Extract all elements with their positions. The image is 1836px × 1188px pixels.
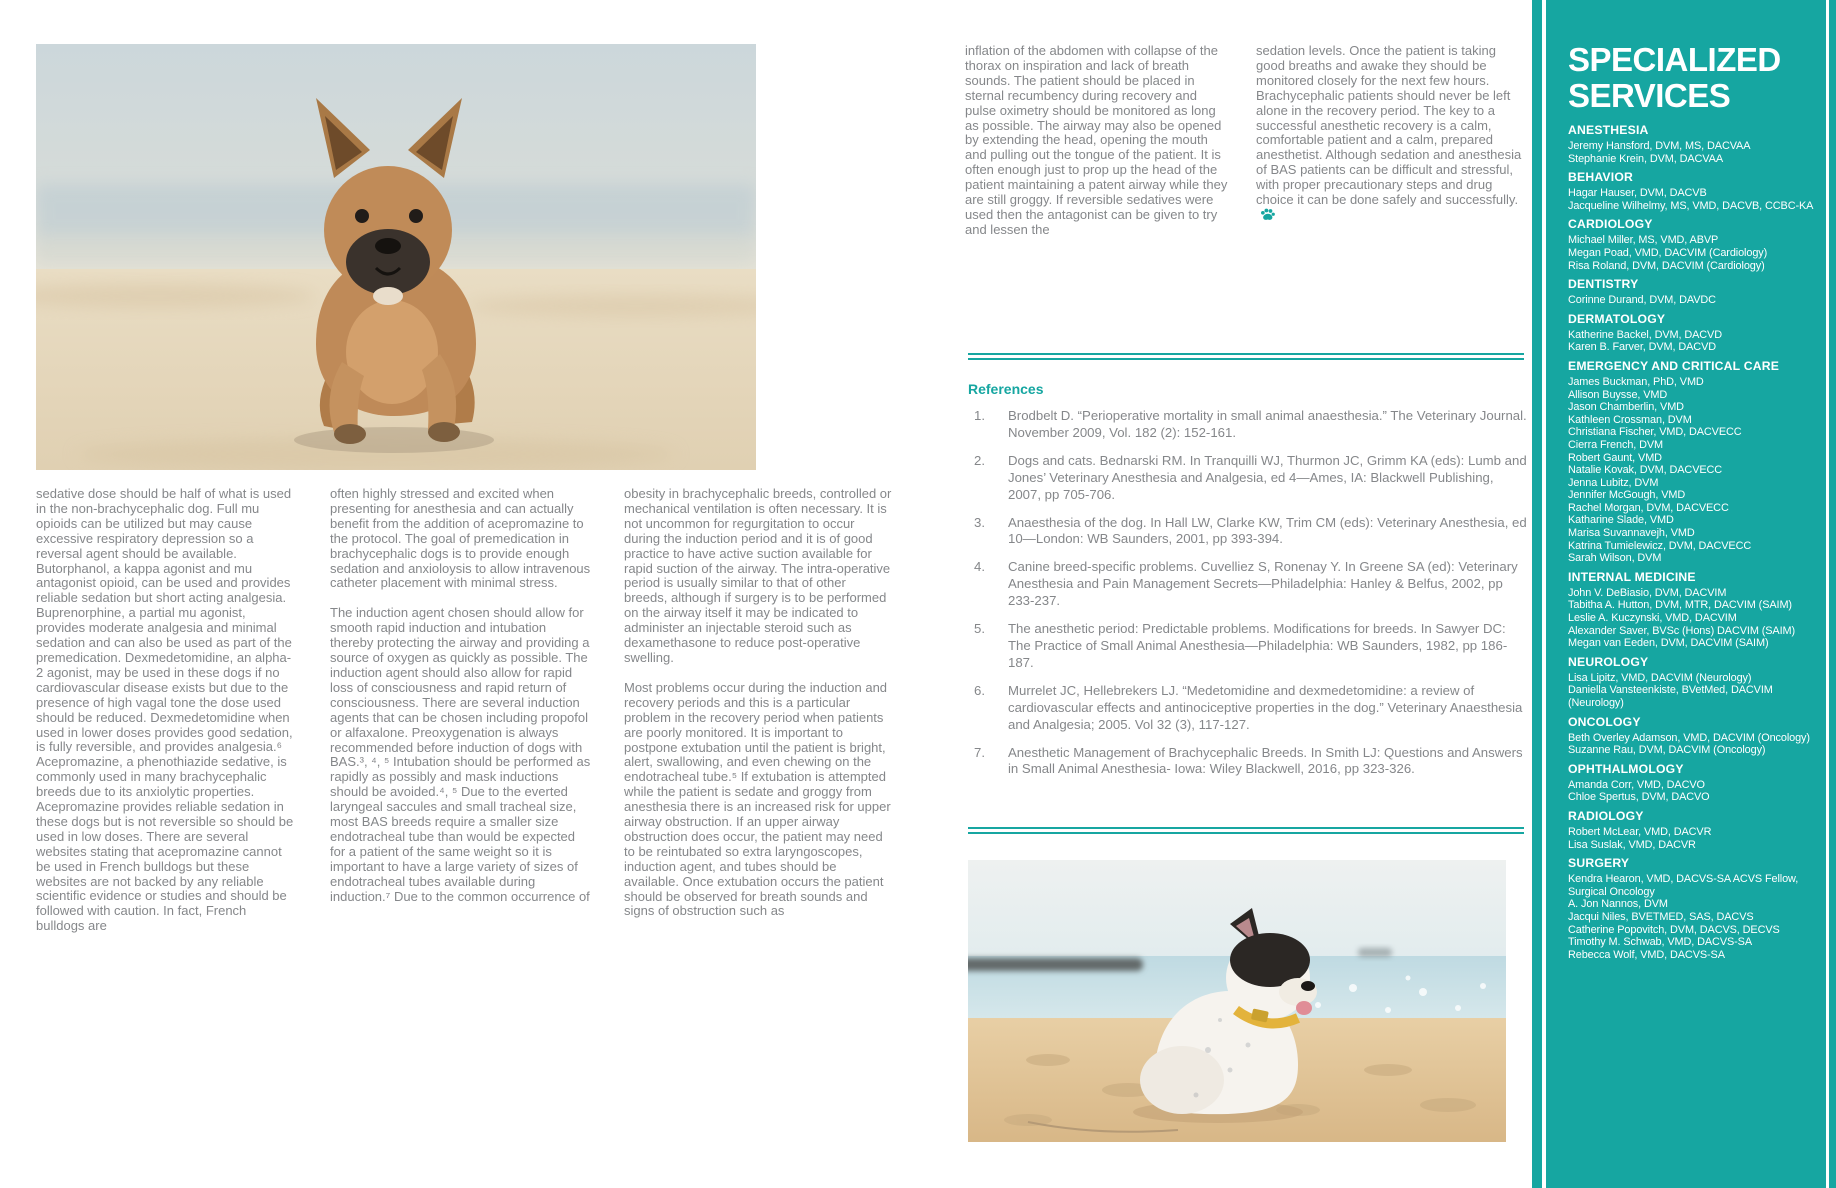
staff-member: Jenna Lubitz, DVM: [1568, 476, 1659, 489]
beach-scene-illustration: [36, 44, 756, 470]
staff-member: Corinne Durand, DVM, DAVDC: [1568, 294, 1716, 307]
article-column-4: [965, 44, 1229, 238]
reference-item: Brodbelt D. “Perioperative mortality in small animal anaesthesia.” The Veterinary Journal. November 2009, Vol. 182 (2): 152-161.: [1008, 408, 1527, 440]
staff-member: Timothy M. Schwab, VMD, DACVS-SA: [1568, 936, 1752, 949]
sidebar-section-internal-medicine: [1568, 571, 1820, 650]
references-list: [968, 408, 1530, 789]
sidebar-section-heading: CARDIOLOGY: [1568, 217, 1653, 232]
sidebar-section-heading: BEHAVIOR: [1568, 170, 1634, 185]
staff-member: Marisa Suvannavejh, VMD: [1568, 527, 1695, 540]
sidebar-section-ophthalmology: [1568, 763, 1820, 804]
sidebar-title-line2: SERVICES: [1568, 77, 1731, 114]
staff-member: Leslie A. Kuczynski, VMD, DACVIM: [1568, 612, 1737, 625]
article-paragraph: The induction agent chosen should allow for smooth rapid induction and intubation thereby protecting the airway and providing a source of oxygen as quickly as possible. The induction agent should also allow for rapid loss of consciousness and rapid return of consciousness. There are several induction agents that can be chosen including propofol or alfaxalone. Preoxygenation is always recommended before induction of dogs with BAS.³, ⁴, ⁵ Intubation should be performed as rapidly as possibly and mask inductions should be avoided.⁴, ⁵ Due to the everted laryngeal saccules and small tracheal size, most BAS breeds require a smaller size endotracheal tube than would be expected for a patient of the same weight so it is important to have a large variety of sizes of endotracheal tubes available during induction.⁷ Due to the common occurrence of: [330, 605, 591, 904]
reference-item: Canine breed-specific problems. Cuvelliez S, Ronenay Y. In Greene SA (ed): Veterinary Anesthesia and Pain Management Secrets—Philadelphia: Hanley & Belfus, 2002, pp 233-237.: [1008, 559, 1518, 609]
sidebar-title: [1568, 42, 1820, 114]
beach-sea-scene-illustration: [968, 860, 1506, 1142]
staff-member: Michael Miller, MS, VMD, ABVP: [1568, 234, 1719, 247]
sidebar-section-heading: ONCOLOGY: [1568, 714, 1641, 729]
photo-running-bulldog: [36, 44, 756, 470]
article-column-3: [624, 487, 892, 919]
references-heading: References: [968, 381, 1044, 397]
reference-item: Dogs and cats. Bednarski RM. In Tranquilli WJ, Thurmon JC, Grimm KA (eds): Lumb and Jones’ Veterinary Anesthesia and Analgesia, ed 4—Ames, IA: Blackwell Publishing, 2007, pp 705-706.: [1008, 452, 1527, 502]
staff-member: Christiana Fischer, VMD, DACVECC: [1568, 426, 1742, 439]
staff-member: Lisa Lipitz, VMD, DACVIM (Neurology): [1568, 671, 1752, 684]
sidebar-section-heading: DERMATOLOGY: [1568, 311, 1666, 326]
staff-member: Robert McLear, VMD, DACVR: [1568, 825, 1712, 838]
staff-member: Rachel Morgan, DVM, DACVECC: [1568, 501, 1729, 514]
section-divider-bottom: [968, 827, 1524, 834]
staff-member: Robert Gaunt, VMD: [1568, 451, 1662, 464]
staff-member: Megan Poad, VMD, DACVIM (Cardiology): [1568, 246, 1768, 259]
staff-member: Sarah Wilson, DVM: [1568, 552, 1662, 565]
specialized-services-sidebar: [1546, 0, 1836, 1188]
staff-member: Risa Roland, DVM, DACVIM (Cardiology): [1568, 259, 1765, 272]
staff-member: James Buckman, PhD, VMD: [1568, 375, 1704, 388]
sidebar-section-heading: DENTISTRY: [1568, 277, 1639, 292]
staff-member: Megan van Eeden, DVM, DACVIM (SAIM): [1568, 637, 1769, 650]
sidebar-section-heading: EMERGENCY AND CRITICAL CARE: [1568, 358, 1780, 373]
staff-member: John V. DeBiasio, DVM, DACVIM: [1568, 586, 1727, 599]
staff-member: Chloe Spertus, DVM, DACVO: [1568, 791, 1710, 804]
sidebar-section-dermatology: [1568, 313, 1820, 354]
staff-member: Katrina Tumielewicz, DVM, DACVECC: [1568, 539, 1752, 552]
sidebar-accent-strip: [1532, 0, 1542, 1188]
sidebar-section-surgery: [1568, 857, 1820, 961]
staff-member: Rebecca Wolf, VMD, DACVS-SA: [1568, 948, 1725, 961]
article-column-2: [330, 487, 592, 904]
article-paragraph: obesity in brachycephalic breeds, controlled or mechanical ventilation is often necessary. It is not uncommon for regurgitation to occur during the induction period and it is of good practice to have active suction available for rapid suction of the airway. The intra-operative period is usually similar to that of other breeds, although if surgery is to be performed on the airway itself it may be indicated to administer an injectable steroid such as dexamethasone to reduce post-operative swelling.: [624, 486, 892, 665]
staff-member: Jeremy Hansford, DVM, MS, DACVAA: [1568, 140, 1751, 152]
staff-member: Stephanie Krein, DVM, DACVAA: [1568, 152, 1723, 165]
sidebar-section-heading: OPHTHALMOLOGY: [1568, 761, 1684, 776]
article-paragraph: sedation levels. Once the patient is taking good breaths and awake they should be monitored closely for the next few hours. Brachycephalic patients should never be left alone in the recovery period. The key to a successful anesthetic recovery is a calm, comfortable patient and a calm, prepared anesthetist. Although sedation and anesthesia of BAS patients can be difficult and stressful, with proper precautionary steps and drug choice it can be done safely and successfully.: [1256, 44, 1528, 225]
staff-member: Jacqueline Wilhelmy, MS, VMD, DACVB, CCBC-KA: [1568, 199, 1814, 212]
sidebar-sections: [1568, 124, 1820, 961]
staff-member: Hagar Hauser, DVM, DACVB: [1568, 187, 1707, 200]
sidebar-section-heading: RADIOLOGY: [1568, 808, 1644, 823]
article-column-1: [36, 487, 298, 934]
staff-member: A. Jon Nannos, DVM: [1568, 898, 1668, 911]
staff-member: Katharine Slade, VMD: [1568, 514, 1674, 527]
staff-member: Suzanne Rau, DVM, DACVIM (Oncology): [1568, 744, 1766, 757]
staff-member: Katherine Backel, DVM, DACVD: [1568, 328, 1722, 341]
staff-member: Jacqui Niles, BVETMED, SAS, DACVS: [1568, 910, 1754, 923]
sidebar-section-dentistry: [1568, 278, 1820, 307]
staff-member: Karen B. Farver, DVM, DACVD: [1568, 341, 1716, 354]
sidebar-section-neurology: [1568, 656, 1820, 710]
staff-member: Amanda Corr, VMD, DACVO: [1568, 778, 1705, 791]
article-column-5: [1256, 44, 1528, 225]
sidebar-section-behavior: [1568, 171, 1820, 212]
sidebar-section-heading: NEUROLOGY: [1568, 654, 1649, 669]
staff-member: Jason Chamberlin, VMD: [1568, 401, 1684, 414]
sidebar-title-line1: SPECIALIZED: [1568, 41, 1781, 78]
staff-member: Allison Buysse, VMD: [1568, 388, 1668, 401]
sidebar-section-heading: INTERNAL MEDICINE: [1568, 569, 1696, 584]
sidebar-section-anesthesia: [1568, 124, 1820, 165]
photo-sitting-bulldog: [968, 860, 1506, 1142]
sidebar-section-oncology: [1568, 716, 1820, 757]
staff-member: Natalie Kovak, DVM, DACVECC: [1568, 464, 1723, 477]
sidebar-section-heading: SURGERY: [1568, 856, 1630, 871]
sidebar-section-emergency-and-critical-care: [1568, 360, 1820, 565]
staff-member: Lisa Suslak, VMD, DACVR: [1568, 838, 1696, 851]
sidebar-border-line: [1826, 0, 1829, 1188]
article-paragraph: often highly stressed and excited when presenting for anesthesia and can actually benefit from the addition of acepromazine to the protocol. The goal of premedication in brachycephalic dogs is to provide enough sedation and anxioloysis to allow intravenous catheter placement with minimal stress.: [330, 486, 591, 591]
reference-item: Anaesthesia of the dog. In Hall LW, Clarke KW, Trim CM (eds): Veterinary Anesthesia, ed 10—London: WB Saunders, 2001, pp 393-394.: [1008, 514, 1527, 547]
staff-member: Tabitha A. Hutton, DVM, MTR, DACVIM (SAIM): [1568, 599, 1792, 612]
staff-member: Daniella Vansteenkiste, BVetMed, DACVIM (Neurology): [1568, 684, 1773, 709]
reference-item: The anesthetic period: Predictable problems. Modifications for breeds. In Sawyer DC: The Practice of Small Animal Anesthesia—Philadelphia: WB Saunders, 1982, pp 186-187.: [1008, 621, 1508, 670]
article-paragraph: sedative dose should be half of what is used in the non-brachycephalic dog. Full mu opioids can be utilized but may cause excessive respiratory depression so a reversal agent should be available. Butorphanol, a kappa agonist and mu antagonist opioid, can be used and provides reliable sedation but short acting analgesia. Buprenorphine, a partial mu agonist, provides moderate analgesia and minimal sedation and can also be used as part of the premedication. Dexmedetomidine, an alpha-2 agonist, may be used in these dogs if no cardiovascular disease exists but due to the presence of high vagal tone the dose used should be reduced. Dexmedetomidine when used in lower doses provides good sedation, is fully reversible, and provides analgesia.⁶ Acepromazine, a phenothiazide sedative, is commonly used in many brachycephalic breeds due to its anxiolytic properties. Acepromazine provides reliable sedation in these dogs but is not reversible so should be used in low doses. There are several websites stating that acepromazine cannot be used in French bulldogs but these websites are not backed by any reliable scientific evidence or studies and should be followed with caution. In fact, French bulldogs are: [36, 486, 294, 934]
staff-member: Cierra French, DVM: [1568, 438, 1664, 451]
staff-member: Alexander Saver, BVSc (Hons) DACVIM (SAIM): [1568, 624, 1795, 637]
sidebar-section-cardiology: [1568, 218, 1820, 272]
staff-member: Beth Overley Adamson, VMD, DACVIM (Oncology): [1568, 731, 1810, 744]
staff-member: Kathleen Crossman, DVM: [1568, 413, 1692, 426]
staff-member: Catherine Popovitch, DVM, DACVS, DECVS: [1568, 923, 1780, 936]
sidebar-section-radiology: [1568, 810, 1820, 851]
staff-member: Kendra Hearon, VMD, DACVS-SA ACVS Fellow, Surgical Oncology: [1568, 873, 1799, 898]
reference-item: Anesthetic Management of Brachycephalic Breeds. In Smith LJ: Questions and Answers in Small Animal Anesthesia- Iowa: Wiley Blackwell, 2016, pp 323-326.: [1008, 744, 1523, 777]
article-paragraph: inflation of the abdomen with collapse of the thorax on inspiration and lack of breath sounds. The patient should be placed in sternal recumbency during recovery and pulse oximetry should be monitored as long as possible. The airway may also be opened by extending the head, opening the mouth and pulling out the tongue of the patient. It is often enough just to prop up the head of the patient maintaining a patent airway while they are still groggy. If reversible sedatives were used then the antagonist can be given to try and lessen the: [965, 43, 1228, 237]
sidebar-section-heading: ANESTHESIA: [1568, 123, 1649, 137]
section-divider-top: [968, 353, 1524, 360]
paw-icon: [1260, 208, 1275, 225]
reference-item: Murrelet JC, Hellebrekers LJ. “Medetomidine and dexmedetomidine: a review of cardiovascular effects and antinociceptive properties in the dog.” Veterinary Anaesthesia and Analgesia; 2005. Vol 32 (3), 117-127.: [1008, 682, 1523, 732]
article-paragraph: Most problems occur during the induction and recovery periods and this is a particular problem in the recovery period when patients are poorly monitored. It is important to postpone extubation until the patient is bright, alert, swallowing, and even chewing on the endotracheal tube.⁵ If extubation is attempted while the patient is sedate and groggy from anesthesia there is an increased risk for upper airway obstruction. If an upper airway obstruction does occur, the patient may need to be reintubated so extra laryngoscopes, induction agent, and tubes should be available. Once extubation occurs the patient should be observed for breath sounds and signs of obstruction such as: [624, 679, 891, 919]
staff-member: Jennifer McGough, VMD: [1568, 489, 1686, 502]
